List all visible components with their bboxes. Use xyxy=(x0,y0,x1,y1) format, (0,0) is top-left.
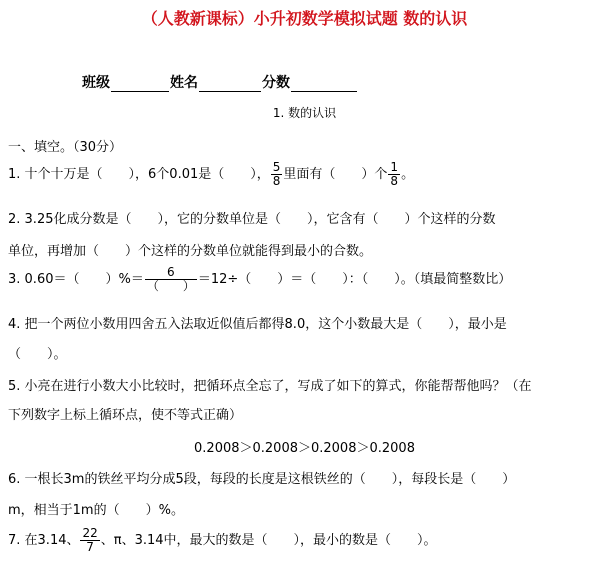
class-blank[interactable] xyxy=(111,78,169,92)
frac-numerator: 5 xyxy=(272,160,281,174)
question-5-expression: 0.2008＞0.2008＞0.2008＞0.2008 xyxy=(194,441,415,456)
q1-fraction-1-8 xyxy=(388,161,400,188)
question-4-line-2: （ ）。 xyxy=(8,347,67,362)
name-label: 姓名 xyxy=(170,75,198,91)
frac-numerator: 22 xyxy=(82,526,98,540)
q1-text-a: 1. 十个十万是（ ），6个0.01是（ ）， xyxy=(8,167,270,182)
question-6-line-1: 6. 一根长3m的铁丝平均分成5段，每段的长度是这根铁丝的（ ），每段长是（ ） xyxy=(8,472,516,487)
q1-text-c: 。 xyxy=(401,167,415,182)
q1-text-b: 里面有（ ）个 xyxy=(283,167,388,182)
question-5-line-1: 5. 小亮在进行小数大小比较时，把循环点全忘了，写成了如下的算式，你能帮帮他吗？（在 xyxy=(8,379,532,394)
q7-text-b: 、π、3.14中，最大的数是（ ），最小的数是（ ）。 xyxy=(100,533,437,548)
question-2-line-2: 单位，再增加（ ）个这样的分数单位就能得到最小的合数。 xyxy=(8,244,373,259)
question-2-line-1: 2. 3.25化成分数是（ ），它的分数单位是（ ），它含有（ ）个这样的分数 xyxy=(8,212,496,227)
part-one-heading: 一、填空。（30分） xyxy=(8,140,123,155)
question-3 xyxy=(8,266,511,293)
page-title: （人教新课标）小升初数学模拟试题 数的认识 xyxy=(141,9,468,28)
student-info-line xyxy=(82,72,358,92)
section-heading: 1. 数的认识 xyxy=(272,106,337,120)
frac-numerator: 6 xyxy=(145,266,197,280)
q1-fraction-5-8 xyxy=(271,161,283,188)
q3-text-b: ＝12÷（ ）＝（ ）：（ ）。（填最简整数比） xyxy=(197,272,512,287)
frac-denominator: 8 xyxy=(272,174,281,188)
score-label: 分数 xyxy=(262,75,290,91)
q3-text-a: 3. 0.60＝（ ）%＝ xyxy=(8,272,144,287)
frac-denominator: 8 xyxy=(390,174,399,188)
question-5-line-2: 下列数字上标上循环点，使不等式正确） xyxy=(8,408,243,423)
frac-denominator: （ ） xyxy=(146,279,195,293)
q3-fraction xyxy=(145,266,197,293)
question-4-line-1: 4. 把一个两位小数用四舍五入法取近似值后都得8.0，这个小数最大是（ ），最小是 xyxy=(8,317,507,332)
question-7 xyxy=(8,527,437,554)
score-blank[interactable] xyxy=(291,78,357,92)
class-label: 班级 xyxy=(82,75,110,91)
name-blank[interactable] xyxy=(199,78,261,92)
q7-text-a: 7. 在3.14、 xyxy=(8,533,80,548)
question-6-line-2: m，相当于1m的（ ）%。 xyxy=(8,503,184,518)
frac-numerator: 1 xyxy=(390,160,399,174)
question-1 xyxy=(8,161,414,188)
q7-fraction-22-7 xyxy=(80,527,99,554)
frac-denominator: 7 xyxy=(86,540,94,554)
